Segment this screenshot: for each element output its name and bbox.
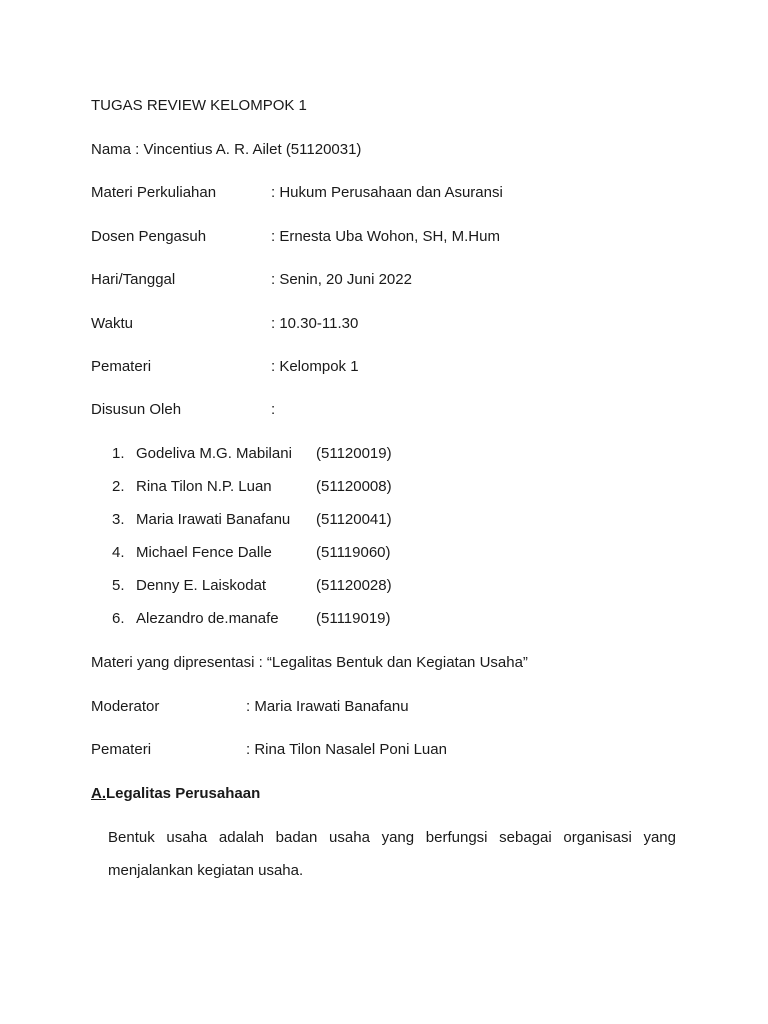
- member-nim: (51120008): [316, 478, 392, 495]
- pemateri-label: Pemateri: [91, 741, 152, 758]
- moderator-value: : Maria Irawati Banafanu: [246, 698, 409, 715]
- member-number: 4.: [112, 544, 125, 561]
- pemateri-value: : Rina Tilon Nasalel Poni Luan: [246, 741, 447, 758]
- member-name: Denny E. Laiskodat: [136, 577, 267, 594]
- member-name: Rina Tilon N.P. Luan: [136, 478, 272, 495]
- section-letter: A.: [91, 785, 106, 802]
- info-value-disusun: :: [271, 401, 276, 418]
- member-nim: (51119019): [316, 610, 391, 627]
- member-number: 2.: [112, 478, 125, 495]
- document-title: TUGAS REVIEW KELOMPOK 1: [91, 97, 307, 114]
- member-nim: (51120041): [316, 511, 392, 528]
- materi-presentasi: Materi yang dipresentasi : “Legalitas Bentuk dan Kegiatan Usaha”: [91, 654, 528, 671]
- info-value-pemateri: : Kelompok 1: [271, 358, 359, 375]
- moderator-label: Moderator: [91, 698, 160, 715]
- info-label-pemateri: Pemateri: [91, 358, 152, 375]
- info-label-materi: Materi Perkuliahan: [91, 184, 217, 201]
- body-paragraph: Bentuk usaha adalah badan usaha yang berfungsi sebagai organisasi yang menjalankan kegiatan usaha.: [108, 829, 676, 879]
- info-label-waktu: Waktu: [91, 315, 133, 332]
- member-number: 3.: [112, 511, 125, 528]
- member-nim: (51119060): [316, 544, 391, 561]
- info-value-tanggal: : Senin, 20 Juni 2022: [271, 271, 412, 288]
- member-name: Godeliva M.G. Mabilani: [136, 445, 292, 462]
- member-nim: (51120019): [316, 445, 392, 462]
- info-value-waktu: : 10.30-11.30: [271, 315, 359, 332]
- member-number: 1.: [112, 445, 125, 462]
- section-heading: [91, 784, 260, 804]
- student-name: Nama : Vincentius A. R. Ailet (51120031): [91, 141, 362, 158]
- member-name: Maria Irawati Banafanu: [136, 511, 291, 528]
- info-label-disusun: Disusun Oleh: [91, 401, 182, 418]
- member-number: 6.: [112, 610, 125, 627]
- info-value-materi: : Hukum Perusahaan dan Asuransi: [271, 184, 503, 201]
- member-nim: (51120028): [316, 577, 392, 594]
- member-number: 5.: [112, 577, 125, 594]
- info-value-dosen: : Ernesta Uba Wohon, SH, M.Hum: [271, 228, 500, 245]
- member-name: Alezandro de.manafe: [136, 610, 279, 627]
- info-label-tanggal: Hari/Tanggal: [91, 271, 176, 288]
- info-label-dosen: Dosen Pengasuh: [91, 228, 207, 245]
- section-title: Legalitas Perusahaan: [106, 785, 261, 802]
- member-name: Michael Fence Dalle: [136, 544, 272, 561]
